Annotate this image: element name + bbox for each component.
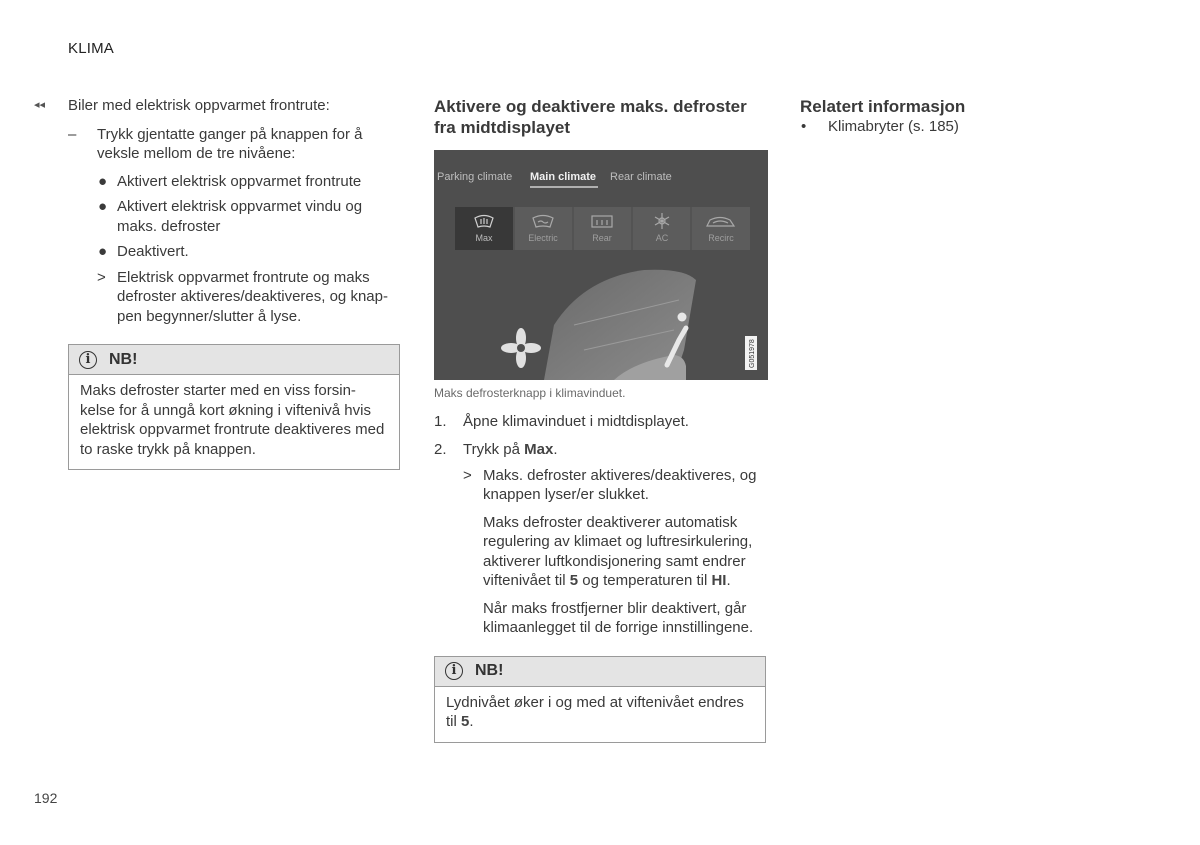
note-header — [435, 657, 765, 687]
button-label-rear: Rear — [592, 233, 612, 243]
bullet-text: maks. defroster — [117, 217, 221, 235]
text-part: og temperaturen til — [578, 572, 712, 589]
svg-text:G051978: G051978 — [749, 339, 756, 368]
fan-level-value: 5 — [461, 713, 470, 730]
bullet-text: Aktivert elektrisk oppvarmet frontrute — [117, 172, 362, 190]
note-title: NB! — [475, 662, 504, 680]
step-text: Trykk på — [463, 441, 525, 458]
step-text: . — [553, 441, 558, 458]
step-line: veksle mellom de tre nivåene: — [97, 145, 296, 162]
bullet-dot: ● — [98, 198, 108, 215]
result-line: pen begynner/slutter å lyse. — [117, 307, 302, 325]
tab-parking-climate[interactable]: Parking climate — [437, 171, 513, 183]
bullet-dot: ● — [98, 172, 108, 190]
related-link-climate-switch[interactable]: Klimabryter (s. 185) — [828, 118, 959, 135]
bullet-dot: ● — [98, 243, 108, 260]
paragraph-line: Når maks frostfjerner blir deaktivert, går — [483, 599, 747, 617]
figure-caption: Maks defrosterknapp i klimavinduet. — [434, 386, 626, 400]
button-label-ac: AC — [655, 233, 669, 243]
note-header — [69, 345, 399, 375]
column-middle — [434, 96, 769, 743]
paragraph — [434, 513, 769, 591]
text-part: . — [469, 713, 474, 730]
column-left — [34, 96, 404, 470]
result-line: knappen lyser/er slukket. — [483, 486, 649, 503]
info-icon: i — [445, 662, 463, 680]
result-marker: > — [97, 268, 106, 286]
related-info-heading: Relatert informasjon — [800, 97, 966, 116]
max-label: Max — [524, 441, 554, 458]
paragraph-line — [483, 571, 769, 591]
paragraph-line: Maks defroster deaktiverer automatisk — [483, 513, 738, 531]
note-box — [434, 656, 766, 743]
paragraph — [434, 599, 769, 638]
page-number: 192 — [34, 790, 58, 806]
note-line: kelse for å unngå kort økning i viftenivå hvis — [80, 401, 371, 419]
bullet-dot: • — [801, 118, 807, 135]
note-box — [68, 344, 400, 470]
column-right — [800, 96, 1100, 137]
temperature-value: HI — [711, 572, 727, 589]
result-line: Maks. defroster aktiveres/deaktiveres, og — [483, 466, 757, 484]
section-header: KLIMA — [68, 40, 115, 57]
step-number: 2. — [434, 441, 447, 458]
info-icon: i — [79, 351, 97, 369]
note-body — [435, 687, 765, 742]
step-number: 1. — [434, 412, 447, 430]
text-part: til — [446, 713, 461, 730]
section-heading — [434, 96, 769, 138]
text-part: viftenivået til — [483, 572, 570, 589]
bullet-text: Deaktivert. — [117, 243, 189, 260]
max-button[interactable] — [455, 207, 513, 250]
step-line: Trykk gjentatte ganger på knappen for å — [97, 125, 363, 143]
paragraph-line: aktiverer luftkondisjonering samt endrer — [483, 552, 746, 570]
note-body — [69, 375, 399, 469]
intro-text: Biler med elektrisk oppvarmet frontrute: — [68, 97, 330, 114]
paragraph-line: klimaanlegget til de forrige innstillingene. — [483, 619, 754, 636]
note-line: Lydnivået øker i og med at viftenivået endres — [446, 693, 744, 711]
button-label-electric: Electric — [528, 233, 558, 243]
paragraph-line: regulering av klimaet og luftresirkulering, — [483, 533, 753, 550]
result-line: Elektrisk oppvarmet frontrute og maks — [117, 268, 370, 286]
text-part: . — [726, 572, 731, 589]
step-dash: – — [68, 125, 77, 143]
note-line — [446, 712, 754, 732]
bullet-text: Aktivert elektrisk oppvarmet vindu og — [117, 198, 363, 215]
step-text: Åpne klimavinduet i midtdisplayet. — [463, 412, 689, 430]
note-line: Maks defroster starter med en viss forsin- — [80, 382, 356, 399]
note-line: to raske trykk på knappen. — [80, 440, 256, 458]
button-label-max: Max — [475, 233, 493, 243]
climate-screen-image — [434, 150, 768, 380]
continued-icon: ◂◂ — [34, 99, 46, 111]
tab-rear-climate[interactable]: Rear climate — [610, 171, 672, 183]
tab-main-climate[interactable]: Main climate — [530, 171, 597, 183]
heading-line: Aktivere og deaktivere maks. defroster — [434, 97, 747, 116]
result-line: defroster aktiveres/deaktiveres, og knap- — [117, 288, 388, 305]
note-line: elektrisk oppvarmet frontrute deaktiveres med — [80, 421, 385, 438]
note-title: NB! — [109, 350, 138, 368]
result-marker: > — [463, 466, 472, 484]
heading-line: fra midtdisplayet — [434, 118, 571, 137]
fan-level-value: 5 — [569, 572, 579, 589]
button-label-recirc: Recirc — [708, 233, 734, 243]
